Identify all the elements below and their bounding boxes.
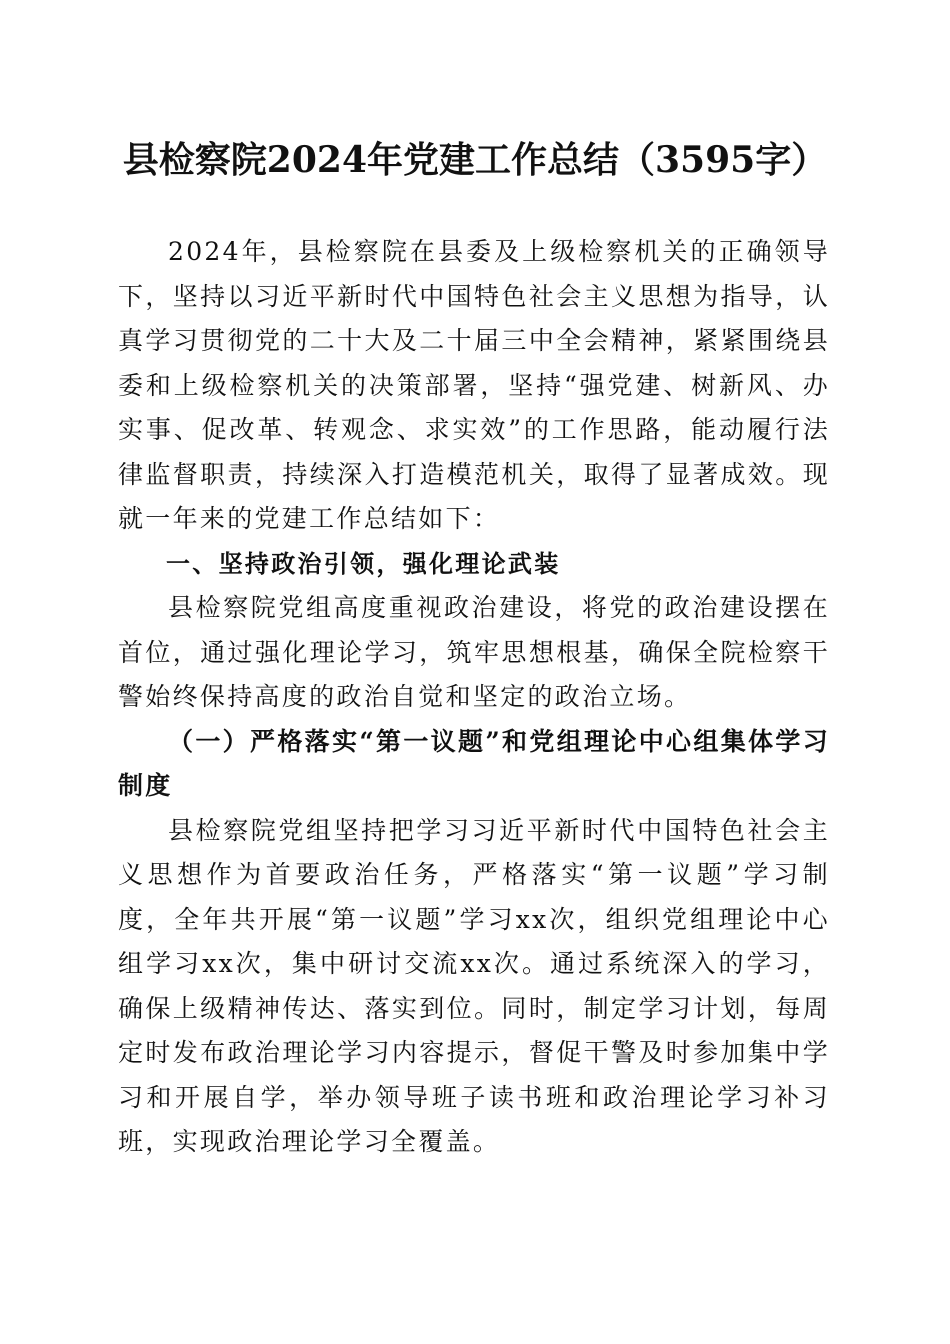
subsection-1-heading: （一）严格落实“第一议题”和党组理论中心组集体学习制度 xyxy=(118,726,830,800)
intro-paragraph: 2024年，县检察院在县委及上级检察机关的正确领导下，坚持以习近平新时代中国特色社会主义思想为指导，认真学习贯彻党的二十大及二十届三中全会精神，紧紧围绕县委和上级检察机关的决策部署，坚持“强党建、树新风、办实事、促改革、转观念、求实效”的工作思路，能动履行法律监督职责，持续深入打造模范机关，取得了显著成效。现就一年来的党建工作总结如下： xyxy=(118,237,830,533)
document-title: 县检察院2024年党建工作总结（3595字） xyxy=(122,139,828,181)
subsection-1-paragraph: 县检察院党组坚持把学习习近平新时代中国特色社会主义思想作为首要政治任务，严格落实“第一议题”学习制度，全年共开展“第一议题”学习xx次，组织党组理论中心组学习xx次，集中研讨交流xx次。通过系统深入的学习，确保上级精神传达、落实到位。同时，制定学习计划，每周定时发布政治理论学习内容提示，督促干警及时参加集中学习和开展自学，举办领导班子读书班和政治理论学习补习班，实现政治理论学习全覆盖。 xyxy=(118,815,830,1156)
document-body xyxy=(118,230,830,1165)
section-1-paragraph: 县检察院党组高度重视政治建设，将党的政治建设摆在首位，通过强化理论学习，筑牢思想根基，确保全院检察干警始终保持高度的政治自觉和坚定的政治立场。 xyxy=(118,593,830,711)
section-1-heading: 一、坚持政治引领，强化理论武装 xyxy=(166,549,561,578)
